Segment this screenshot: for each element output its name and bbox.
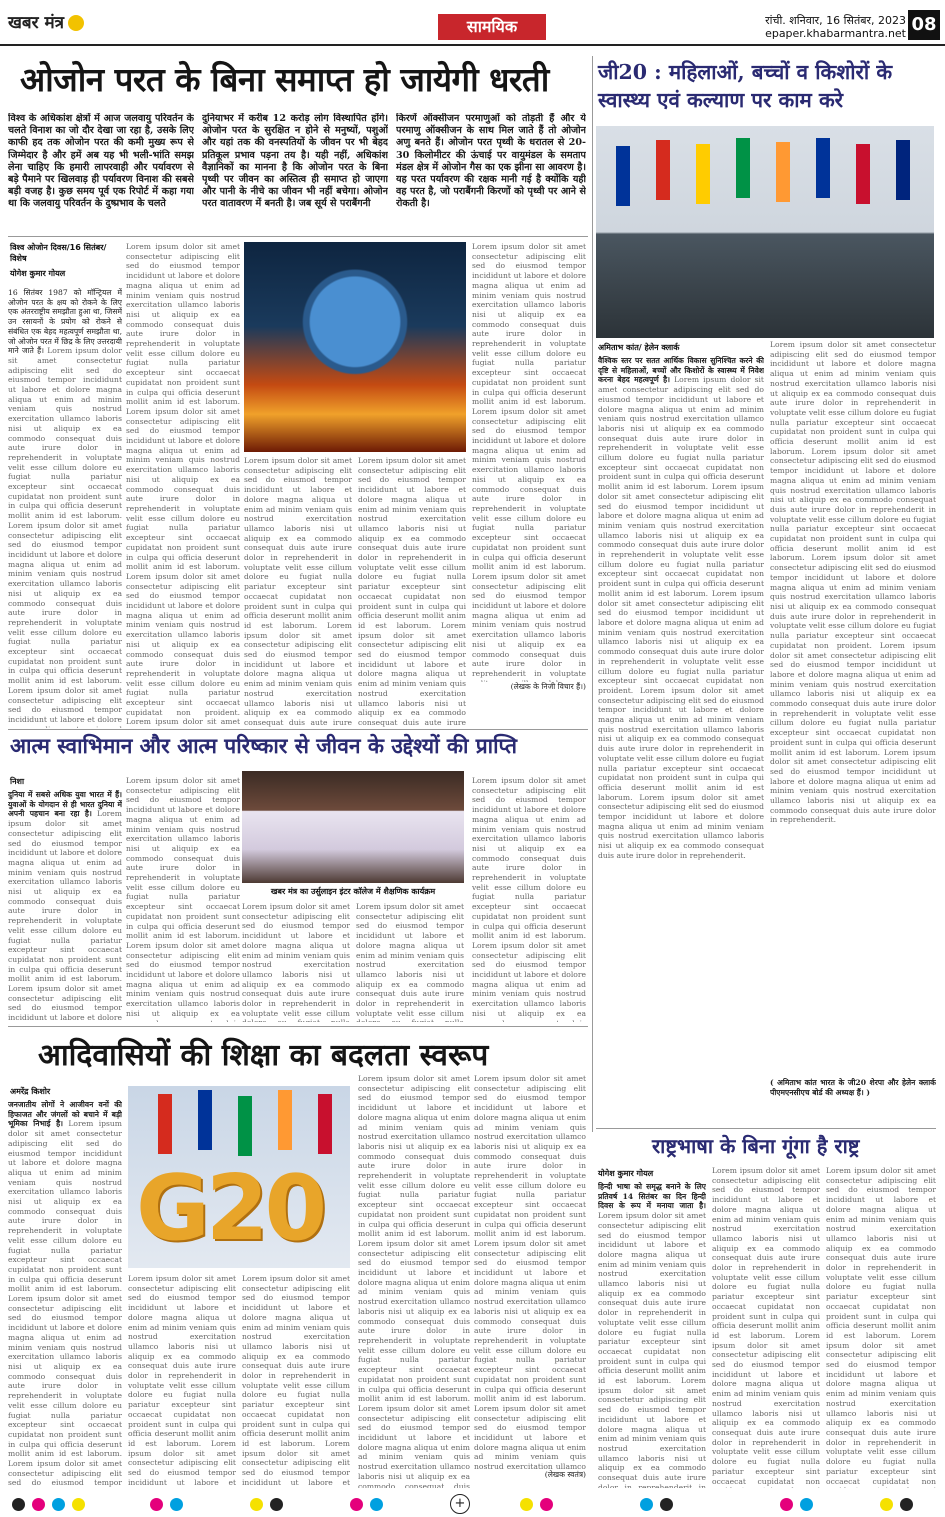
ozone-lead-col-2: दुनियाभर में करीब 12 करोड़ लोग विस्थापित होंगे। ओजोन परत के सुरक्षित न होने से मनुष्यों, पशुओं और यहां तक की वनस्पतियों के जीवन पर भी बेहद प्रतिकूल प्रभाव पड़ना तय है। यही नहीं, अधिकांश वैज्ञानिकों का मानना है कि ओजोन परत के बिना पृथ्वी पर जीवन का अस्तित्व ही समाप्त हो जाएगा और पानी के नीचे का जीवन भी नहीं बचेगा। ओजोन परत वातावरण में बनती है। जब सूर्य से पराबैंगनी: [202, 113, 388, 210]
divider: [8, 729, 588, 730]
body-text: [8, 346, 122, 728]
flag-icon: [278, 1090, 292, 1150]
flag-icon: [856, 144, 870, 204]
registration-dot: [800, 1498, 813, 1511]
ozone-body-col-5: [472, 242, 586, 728]
tribal-author-note: (लेखक स्वतंत्र): [544, 1470, 586, 1479]
body-text: [598, 1211, 706, 1488]
self-esteem-body-col-4: [356, 902, 464, 1022]
registration-dot: [52, 1498, 65, 1511]
flag-icon: [656, 140, 670, 200]
headline-rashtrabhasha: राष्ट्रभाषा के बिना गूंगा है राष्ट्र: [652, 1134, 860, 1158]
ozone-body-col-2: [126, 242, 240, 728]
ozone-intro: 16 सितंबर 1987 को मॉन्ट्रियल में ओजोन परत के क्षय को रोकने के लिए एक अंतरराष्ट्रीय समझौता हुआ था, जिसमें उन रसायनों के प्रयोग को रोकने से संबंधित एक बेहद महत्वपूर्ण समझौता था, जो ओजोन परत में छिद्र के लिए उत्तरदायी माने जाते हैं।: [8, 288, 122, 356]
body-text: [598, 375, 764, 859]
section-label: सामयिक: [438, 14, 546, 40]
flag-icon: [616, 146, 630, 206]
column-divider: [592, 56, 593, 1132]
registration-dot: [780, 1498, 793, 1511]
print-registration-bar: [0, 1494, 945, 1516]
self-esteem-body-col-2: [126, 776, 240, 1022]
ozone-lead-col-1: विश्व के अधिकांश क्षेत्रों में आज जलवायु परिवर्तन के चलते विनाश का जो दौर देखा जा रहा है, उसके लिए काफी हद तक ओजोन परत की कमी मुख्य रूप से जिम्मेदार है और हमें अब यह भी भली-भांति समझ लेना चाहिए कि हमारी लापरवाही और पर्यावरण से बड़े पैमाने पर खिलवाड़ ही पर्यावरण विनाश की सबसे बड़ी वजह है। कुछ समय पूर्व एक रिपोर्ट में कहा गया था कि जलवायु परिवर्तन के दुष्प्रभाव के चलते: [8, 113, 194, 210]
divider: [596, 1128, 936, 1129]
flag-icon: [238, 1096, 252, 1156]
registration-dot: [640, 1498, 653, 1511]
flag-icon: [816, 138, 830, 198]
issue-date: रांची. शनिवार, 16 सितंबर, 2023: [765, 14, 906, 27]
tribal-body-col-5: [474, 1074, 586, 1488]
self-esteem-intro: दुनिया में सबसे अधिक युवा भारत में हैं। युवाओं के योगदान से ही भारत दुनिया में अपनी पहचान बना रहा है।: [8, 790, 122, 819]
flag-icon: [158, 1094, 172, 1154]
tribal-body-col-1: [8, 1100, 122, 1488]
tribal-body-col-4: [358, 1074, 470, 1488]
self-esteem-body-col-1: [8, 790, 122, 1022]
registration-dot: [350, 1498, 363, 1511]
g20-summit-photo: [596, 126, 934, 338]
students-event-photo: [242, 771, 464, 883]
self-esteem-body-col-5: [472, 776, 586, 1022]
rashtrabhasha-body-col-2: [712, 1166, 820, 1488]
page-number: 08: [908, 10, 940, 40]
body-text: [472, 242, 586, 682]
epaper-link[interactable]: epaper.khabarmantra.net: [765, 27, 906, 40]
g20-logo-image: [128, 1086, 350, 1268]
body-text: [8, 809, 122, 1022]
flag-icon: [318, 1094, 332, 1154]
registration-dot: [150, 1498, 163, 1511]
tribal-intro: जनजातीय लोगों ने आजीवन वनों की हिफाजत और जंगलों को बचाने में बड़ी भूमिका निभाई है।: [8, 1100, 122, 1129]
g20-body-col-2: [770, 340, 936, 1128]
logo-text: खबर मंत्र: [8, 13, 65, 33]
registration-dot: [72, 1498, 85, 1511]
ozone-lead-col-3: किरणें ऑक्सीजन परमाणुओं को तोड़ती हैं और ये परमाणु ऑक्सीजन के साथ मिल जाते हैं तो ओजोन अणु बनते हैं। ओजोन परत पृथ्वी के धरातल से 20-30 किलोमीटर की ऊंचाई पर वायुमंडल के समताप मंडल क्षेत्र में ओजोन गैस का एक झीना सा आवरण है। यह परत पर्यावरण की रक्षक मानी गई है क्योंकि यही वह परत है, जो पराबैंगनी किरणों को पृथ्वी पर आने से रोकती है।: [396, 113, 586, 210]
divider: [8, 236, 588, 237]
flag-icon: [776, 142, 790, 202]
registration-dot: [540, 1498, 553, 1511]
g20-footnote: ( अमिताभ कांत भारत के जी20 शेरपा और हेलेन क्लार्क पीएमएनसीएच बोर्ड की अध्यक्ष हैं। ): [770, 1078, 936, 1097]
ozone-author: योगेश कुमार गोयल: [10, 269, 66, 278]
self-esteem-author: निशा: [10, 777, 25, 786]
g20-author: अमिताभ कांत/ हेलेन क्लार्क: [598, 343, 680, 352]
registration-dot: [32, 1498, 45, 1511]
melting-earth-image: [244, 242, 466, 452]
newspaper-logo: [8, 10, 84, 33]
registration-dot: [520, 1498, 533, 1511]
dateline: [708, 14, 906, 40]
registration-dot: [250, 1498, 263, 1511]
logo-mark-icon: [68, 15, 84, 31]
ozone-author-note: (लेखक के निजी विचार हैं।): [510, 682, 586, 691]
registration-dot: [370, 1498, 383, 1511]
registration-dot: [270, 1498, 283, 1511]
tribal-author: अमरेंद्र किशोर: [10, 1087, 51, 1096]
registration-dot: [900, 1498, 913, 1511]
tribal-body-col-2: [128, 1274, 236, 1488]
ozone-body-col-1: [8, 288, 122, 728]
registration-dot: [660, 1498, 673, 1511]
crosshair-icon: +: [450, 1494, 470, 1514]
body-text: [8, 1119, 122, 1488]
ozone-kicker: विश्व ओजोन दिवस/16 सितंबर/ विशेष: [10, 243, 107, 263]
ozone-body-col-4: [358, 456, 466, 728]
rashtrabhasha-body-col-3: [826, 1166, 936, 1488]
flag-icon: [896, 140, 910, 200]
g20-body-col-1: [598, 356, 764, 1126]
flag-icon: [696, 144, 710, 204]
photo-caption: खबर मंत्र का उर्सुलाइन इंटर कॉलेज में शैक्षणिक कार्यक्रम: [270, 887, 436, 896]
rashtrabhasha-intro: हिन्दी भाषा को समृद्ध बनाने के लिए प्रतिवर्ष 14 सितंबर का दिन हिन्दी दिवस के रूप में मनाया जाता है।: [598, 1182, 706, 1211]
body-text: [770, 340, 936, 1078]
headline-tribal-education: आदिवासियों की शिक्षा का बदलता स्वरूप: [38, 1038, 489, 1073]
self-esteem-body-col-3: [242, 902, 350, 1022]
g20-intro: वैश्विक स्तर पर सतत आर्थिक विकास सुनिश्चित करने की दृष्टि से महिलाओं, बच्चों और किशोरों के स्वास्थ्य में निवेश करना बेहद महत्वपूर्ण है।: [598, 356, 764, 385]
rashtrabhasha-author: योगेश कुमार गोयल: [598, 1169, 654, 1178]
rashtrabhasha-body-col-1: [598, 1182, 706, 1488]
g20-image-text: G20: [136, 1156, 324, 1261]
ozone-body-col-3: [244, 456, 352, 728]
flag-icon: [198, 1090, 212, 1150]
registration-dot: [170, 1498, 183, 1511]
tribal-body-col-3: [242, 1274, 350, 1488]
body-text: [474, 1074, 586, 1470]
headline-g20: जी20 : महिलाओं, बच्चों व किशोरों के स्वास्थ्य एवं कल्याण पर काम करे: [598, 60, 893, 112]
flag-icon: [736, 138, 750, 198]
divider: [8, 1026, 588, 1027]
registration-dot: [880, 1498, 893, 1511]
headline-ozone: ओजोन परत के बिना समाप्त हो जायेगी धरती: [20, 60, 549, 99]
registration-dot: [12, 1498, 25, 1511]
headline-self-esteem: आत्म स्वाभिमान और आत्म परिष्कार से जीवन के उद्देश्यों की प्राप्ति: [10, 733, 517, 758]
